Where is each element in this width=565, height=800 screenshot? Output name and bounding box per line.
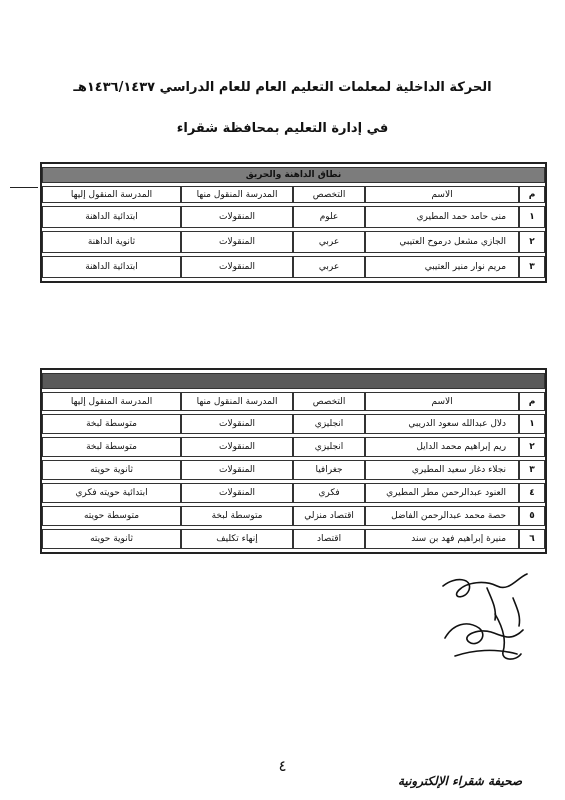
- column-header-row: [42, 186, 545, 203]
- cell-to-school: ثانوية حويته: [42, 529, 181, 549]
- cell-to-school: ثانوية حويته: [42, 460, 181, 480]
- cell-from-school: إنهاء تكليف: [181, 529, 293, 549]
- cell-name: الجازي مشعل درموح العتيبي: [365, 231, 519, 253]
- cell-specialty: فكري: [293, 483, 365, 503]
- group-title: [42, 373, 545, 389]
- cell-num: ٥: [519, 506, 545, 526]
- cell-specialty: انجليزي: [293, 414, 365, 434]
- header-specialty: التخصص: [293, 392, 365, 411]
- cell-specialty: علوم: [293, 206, 365, 228]
- cell-to-school: متوسطة لبخة: [42, 414, 181, 434]
- group-title: نطاق الداهنة والحريق: [42, 167, 545, 183]
- table-row: [42, 414, 545, 434]
- table-row: [42, 460, 545, 480]
- cell-name: مريم نوار منير العتيبي: [365, 256, 519, 278]
- cell-to-school: ثانوية الداهنة: [42, 231, 181, 253]
- cell-specialty: اقتصاد: [293, 529, 365, 549]
- header-from-school: المدرسة المنقول منها: [181, 392, 293, 411]
- cell-num: ٤: [519, 483, 545, 503]
- header-specialty: التخصص: [293, 186, 365, 203]
- cell-num: ٦: [519, 529, 545, 549]
- cell-from-school: المنقولات: [181, 206, 293, 228]
- cell-to-school: متوسطة حويته: [42, 506, 181, 526]
- watermark: صحيفة شقراء الإلكترونية: [398, 774, 523, 788]
- cell-num: ١: [519, 206, 545, 228]
- header-name: الاسم: [365, 392, 519, 411]
- cell-specialty: اقتصاد منزلي: [293, 506, 365, 526]
- cell-name: نجلاء دغار سعيد المطيري: [365, 460, 519, 480]
- cell-from-school: المنقولات: [181, 460, 293, 480]
- header-num: م: [519, 186, 545, 203]
- header-to-school: المدرسة المنقول إليها: [42, 186, 181, 203]
- cell-name: العنود عبدالرحمن مطر المطيري: [365, 483, 519, 503]
- header-num: م: [519, 392, 545, 411]
- cell-specialty: جغرافيا: [293, 460, 365, 480]
- cell-name: حصة محمد عبدالرحمن الفاضل: [365, 506, 519, 526]
- signature-icon: [425, 568, 535, 668]
- cell-from-school: المنقولات: [181, 437, 293, 457]
- cell-to-school: ابتدائية الداهنة: [42, 256, 181, 278]
- document-title: الحركة الداخلية لمعلمات التعليم العام للعام الدراسي ١٤٣٦/١٤٣٧هـ: [73, 80, 492, 95]
- cell-to-school: متوسطة لبخة: [42, 437, 181, 457]
- cell-name: منى حامد حمد المطيري: [365, 206, 519, 228]
- cell-from-school: المنقولات: [181, 414, 293, 434]
- transfer-table-second-region: [40, 368, 547, 554]
- cell-num: ٣: [519, 460, 545, 480]
- cell-num: ٢: [519, 437, 545, 457]
- cell-to-school: ابتدائية الداهنة: [42, 206, 181, 228]
- cell-specialty: عربي: [293, 256, 365, 278]
- cell-num: ٢: [519, 231, 545, 253]
- column-header-row: [42, 392, 545, 411]
- cell-name: دلال عبدالله سعود الدريبي: [365, 414, 519, 434]
- header-from-school: المدرسة المنقول منها: [181, 186, 293, 203]
- cell-specialty: عربي: [293, 231, 365, 253]
- table-row: [42, 529, 545, 549]
- cell-name: منيرة إبراهيم فهد بن سند: [365, 529, 519, 549]
- cell-from-school: متوسطة لبخة: [181, 506, 293, 526]
- document-subtitle: في إدارة التعليم بمحافظة شقراء: [176, 121, 389, 136]
- cell-from-school: المنقولات: [181, 483, 293, 503]
- header-name: الاسم: [365, 186, 519, 203]
- cell-to-school: ابتدائية حويته فكري: [42, 483, 181, 503]
- cell-from-school: المنقولات: [181, 231, 293, 253]
- table-row: [42, 206, 545, 228]
- table-row: [42, 437, 545, 457]
- cell-from-school: المنقولات: [181, 256, 293, 278]
- page-number: ٤: [278, 757, 287, 775]
- cell-num: ١: [519, 414, 545, 434]
- margin-line: [10, 187, 38, 188]
- table-row: [42, 256, 545, 278]
- header-to-school: المدرسة المنقول إليها: [42, 392, 181, 411]
- group-header-row: [42, 373, 545, 389]
- table-row: [42, 231, 545, 253]
- cell-name: ريم إبراهيم محمد الدايل: [365, 437, 519, 457]
- cell-num: ٣: [519, 256, 545, 278]
- table-row: [42, 506, 545, 526]
- group-header-row: [42, 167, 545, 183]
- transfer-table-dahna: [40, 162, 547, 283]
- table-row: [42, 483, 545, 503]
- cell-specialty: انجليزي: [293, 437, 365, 457]
